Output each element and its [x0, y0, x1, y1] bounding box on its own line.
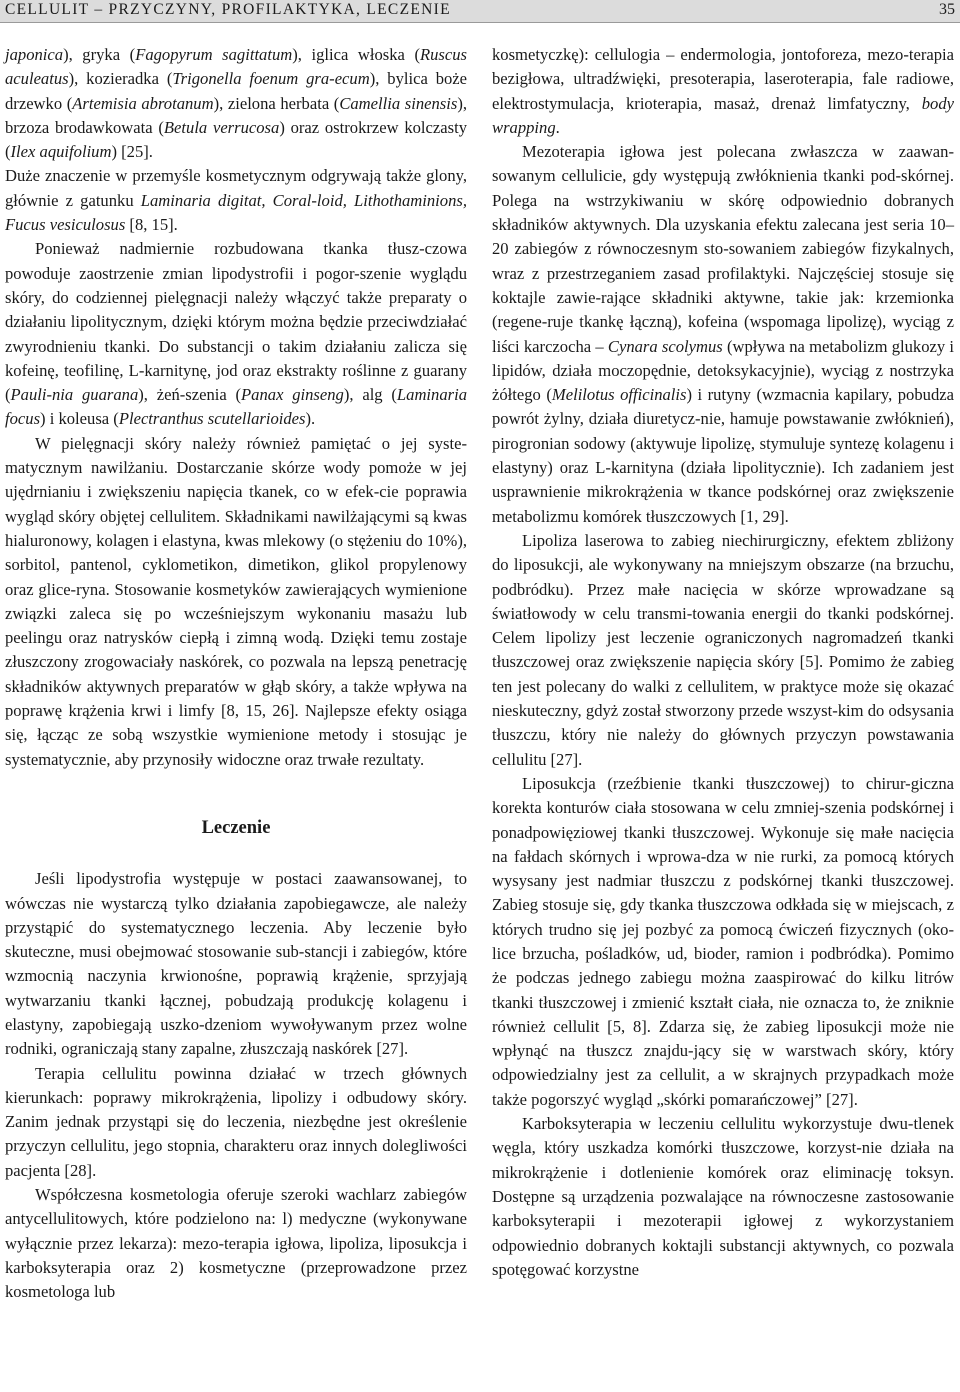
- latin-name: Fagopyrum sagittatum: [135, 45, 293, 64]
- text-span: (wpływa na metabolizm glukozy i lipidów, działa moczopędnie, detoksykacyjnie), wyciąg z nostrzyka żółtego (: [492, 336, 955, 405]
- latin-name: Trigonella foenum gra-ecum: [172, 69, 370, 89]
- text-span: ), kozieradka (: [68, 69, 173, 89]
- text-span: ) i rutyny (wzmacnia kapilary, pobudza powrót żylny, działa diuretycz-nie, hamuje powstawanie zwłóknień), pirogronian sodowy (aktywuje lipolizę, stymuluje syntezę kolagenu i elastyny) oraz L-karnityna (działa lipolitycznie). Ich zadaniem jest usprawnienie mikrokrążenia w tkance podskórnej oraz zwiększenie metabolizmu komórek tłuszczowych [1, 29].: [492, 385, 954, 526]
- paragraph-laser-lipolysis: Lipoliza laserowa to zabieg niechirurgiczny, efektem zbliżony do liposukcji, ale wykonywany na mniejszym obszarze (na brzuchu, podbródku). Przez małe nacięcia w skórze wprowadzane są światłowody w celu transmi-towania energii do tkanki podskórnej. Celem lipolizy jest leczenie ograniczonych nagromadzeń tkanki tłuszczowej oraz zwiększenie napięcia skóry [5]. Pomimo że zabieg ten jest polecany do walki z cellulitem, w praktyce może się okazać nieskuteczny, gdyż został stworzony przede wszyst-kim do odsysania tłuszczu, który nie należy do głównych przyczyn powstawania cellulitu [27].: [492, 530, 954, 769]
- text-span: ), alg (: [343, 385, 397, 405]
- running-header: [0, 0, 960, 23]
- right-column: [492, 43, 954, 1282]
- latin-name: Panax ginseng: [241, 385, 344, 405]
- paragraph-lipolytic: [5, 237, 467, 431]
- latin-name: Plectranthus scutellarioides: [118, 409, 306, 429]
- paragraph-treatment-intro: Jeśli lipodystrofia występuje w postaci zaawansowanej, to wówczas nie wystarczą tylko działania zapobiegawcze, ale należy przystąpić do systematycznego leczenia. Aby leczenie było skuteczne, musi obejmować stosowanie sub-stancji i zabiegów, które wzmocnią naczynia krwionośne, poprawią krążenie, sprzyjają wytwarzaniu tkanki łącznej, pobudzają produkcję kolagenu i elastyny, zapobiegają uszko-dzeniom wywoływanym przez wolne rodniki, ograniczają stany zapalne, złuszczają naskórek [27].: [5, 869, 467, 1059]
- text-span: ).: [305, 409, 316, 429]
- text-span: ), iglica włoska (: [292, 45, 420, 64]
- paragraph-therapy-directions: Terapia cellulitu powinna działać w trzech głównych kierunkach: poprawy mikrokrążenia, lipolizy i odbudowy skóry. Zanim jednak przystąpi się do leczenia, niezbędne jest określenie przyczyn cellulitu, jego stopnia, charakteru oraz innych dolegliwości pacjenta [28].: [5, 1063, 467, 1180]
- latin-name: Ruscus aculeatus: [5, 45, 468, 89]
- paragraph-modern-cosmetology: Współczesna kosmetologia oferuje szeroki wachlarz zabiegów antycellulitowych, które podzielono na: l) medyczne (wykonywane wyłącznie przez lekarza): mezo-terapia igłowa, lipoliza, liposukcja i karboksyterapia oraz 2) kosmetyczne (przeprowadzone przez kosmetologa lub: [5, 1185, 467, 1302]
- paragraph-moisturizing: W pielęgnacji skóry należy również pamiętać o jej syste-matycznym nawilżaniu. Dostarczanie skórze wody pomoże w jej ujędrnianiu i zwiększeniu napięcia tkanek, co w efek-cie poprawia wygląd skóry objętej cellulitem. Składnikami nawilżającymi są kwas hialuronowy, kolagen i elastyna, kwas mlekowy (o stężeniu do 10%), sorbitol, pantenol, cyklometikon, dimetikon, glikol propylenowy oraz glice-ryna. Stosowanie kosmetyków zawierających wymienione związki zaleca się po wcześniejszym wykonaniu masażu lub peelingu oraz natrysków ciepłą i zimną wodą. Dzięki temu zostaje złuszczony zrogowaciały naskórek, co pozwala na lepszą penetrację składników aktywnych preparatów w głąb skóry, a także wpływa na poprawę krążenia krwi i limfy [8, 15, 26]. Najlepsze efekty osiąga się, łącząc ze sobą wszystkie wymienione metody i stosując je systematycznie, aby przynosiły widoczne oraz trwałe rezultaty.: [5, 433, 467, 769]
- text-span: Ponieważ nadmiernie rozbudowana tkanka tłusz-czowa powoduje zaostrzenie zmian lipodystrofii i pogor-szenie wyglądu skóry, do codziennej pielęgnacji należy włączyć także preparaty o działaniu lipolitycznym, dzięki którym można będzie przeciwdziałać zwyrodnieniu tkanki. Do substancji o takim działaniu zalicza się kofeinę, teofilinę, L-karnitynę, jod oraz ekstrakty roślinne z guarany (: [5, 239, 467, 405]
- paragraph-mesotherapy: [492, 140, 954, 529]
- latin-name: Betula verrucosa: [163, 117, 280, 137]
- text-span: .: [555, 117, 560, 137]
- latin-name: Cynara scolymus: [607, 336, 723, 356]
- latin-name: japonica: [5, 45, 64, 64]
- paragraph-algae: [5, 164, 467, 237]
- page-number: 35: [939, 1, 955, 18]
- text-span: Mezoterapia igłowa jest polecana zwłaszcza w zaawan-sowanym cellulicie, gdy występują zwłóknienia tkanki pod-skórnej. Polega na wstrzykiwaniu w skórę odpowiednio dobranych składników aktywnych. Dla uzyskania efektu zalecana jest seria 10–20 zabiegów z równoczesnym sto-sowaniem zabiegów fizykalnych, wraz z przestrzeganiem zasad profilaktyki. Najczęściej stosuje się koktajle zawie-rające składniki aktywne, takie jak: krzemionka (regene-ruje tkankę łączną), kofeina (wspomaga lipolizę), wyciąg z liści karczocha –: [492, 142, 954, 356]
- paragraph-cosmetic-procedures: [492, 43, 954, 140]
- text-span: ), brzoza brodawkowata (: [5, 93, 467, 137]
- latin-name: body wrapping: [492, 93, 954, 137]
- text-span: kosmetyczkę): cellulogia – endermologia, jontoforeza, mezo-terapia bezigłowa, ultradźwięki, presoterapia, laseroterapia, fale radiowe, elektrostymulacja, krioterapia, masaż, drenaż limfatyczny,: [492, 45, 954, 113]
- text-span: [8, 15].: [125, 215, 178, 235]
- text-span: ), zielona herbata (: [213, 93, 340, 113]
- paragraph-carboxytherapy: Karboksyterapia w leczeniu cellulitu wykorzystuje dwu-tlenek węgla, który uszkadza komórki tłuszczowe, korzyst-nie działa na mikrokrążenie i dotlenienie komórek oraz eliminację toksyn. Dostępne są urządzenia pozwalające na równoczesne zastosowanie karboksyterapii i mezoterapii igłowej z wykorzystaniem odpowiednio dobranych koktajli substancji aktywnych, co pozwala spotęgować korzystne: [492, 1114, 954, 1279]
- paragraph-liposuction: Liposukcja (rzeźbienie tkanki tłuszczowej) to chirur-giczna korekta konturów ciała stosowana w celu zmniej-szenia podskórnej i ponadpowięziowej tkanki tłuszczowej. Wykonuje się małe nacięcia na fałdach skórnych i wprowa-dza w nie rurki, za pomocą których wysysany jest nadmiar tłuszczu z podskórnej tkanki tłuszczowej. Zabieg stosuje się, gdy tkanka tłuszczowa odkłada się w miejscach, z których trudno się jej pozbyć za pomocą ćwiczeń fizycznych (oko-lice brzucha, pośladków, ud, bioder, ramion i podbródka). Pomimo że podczas jednego zabiegu można zaaspirować do kilku litrów tkanki tłuszczowej i zmienić kształt ciała, nie oznacza to, że zniknie również cellulit [5, 8]. Zdarza się, że zabieg liposukcji może nie wpłynąć na tłuszcz znajdu-jący się w warstwach skóry, który odpowiedzialny jest za cellulit, a w skrajnych przypadkach może także pogorszyć wygląd „skórki pomarańczowej” [27].: [492, 773, 954, 1109]
- paragraph-plants-continued: [5, 43, 467, 164]
- latin-name: Artemisia abrotanum: [72, 93, 214, 113]
- latin-name: Laminaria digitat, Coral-loid, Lithothaminions, Fucus vesiculosus: [5, 190, 467, 235]
- text-span: ) oraz ostrokrzew kolczasty (: [5, 117, 467, 162]
- text-span: ), gryka (: [63, 45, 136, 64]
- latin-name: Camellia sinensis: [339, 93, 458, 113]
- text-span: ), żeń-szenia (: [138, 385, 242, 405]
- running-title: CELLULIT – PRZYCZYNY, PROFILAKTYKA, LECZENIE: [5, 1, 451, 18]
- text-span: ) i koleusa (: [40, 409, 119, 429]
- text-span: ), bylica boże drzewko (: [5, 69, 468, 113]
- latin-name: Melilotus officinalis: [551, 385, 687, 405]
- text-span: ) [25].: [111, 142, 153, 162]
- text-span: Duże znaczenie w przemyśle kosmetycznym odgrywają także glony, głównie z gatunku: [5, 166, 467, 210]
- latin-name: Ilex aquifolium: [10, 142, 112, 162]
- section-heading: Leczenie: [201, 817, 271, 838]
- latin-name: Pauli-nia guarana: [10, 385, 139, 405]
- left-column: [5, 43, 467, 1305]
- latin-name: Laminaria focus: [5, 385, 467, 429]
